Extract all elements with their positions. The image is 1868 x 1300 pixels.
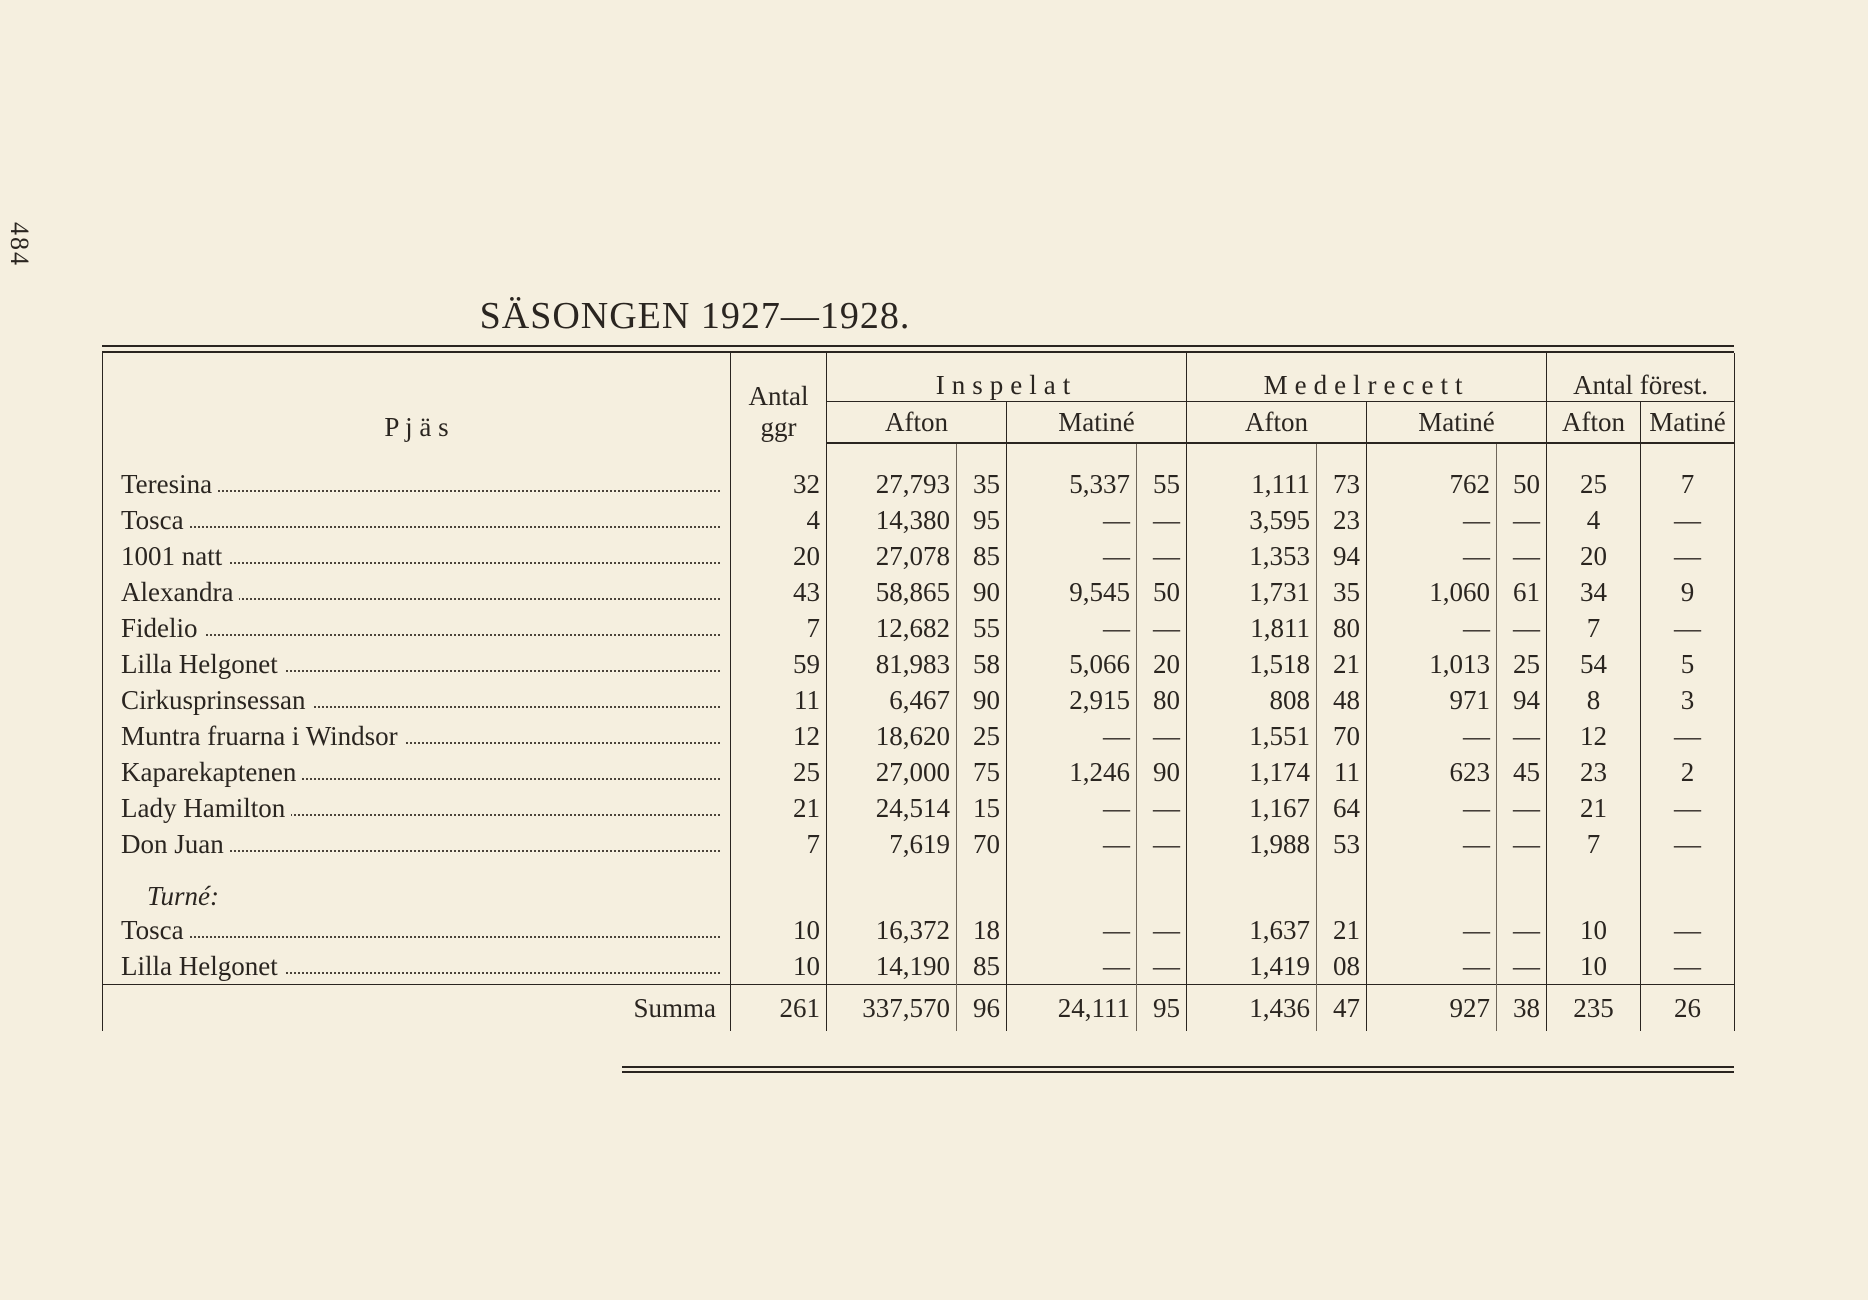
cell-insp-matine-ore: —	[1137, 948, 1187, 985]
cell-insp-afton-ore: 95	[957, 502, 1007, 538]
cell-insp-afton-kr: 27,078	[827, 538, 957, 574]
cell-med-matine-kr: 1,060	[1367, 574, 1497, 610]
cell-forest-afton: 10	[1547, 948, 1641, 985]
cell-insp-matine-ore: —	[1137, 718, 1187, 754]
bottom-double-rule	[622, 1066, 1734, 1073]
cell-med-afton-kr: 1,637	[1187, 912, 1317, 948]
cell-insp-matine-kr: 5,337	[1007, 466, 1137, 502]
cell-insp-afton-ore: 25	[957, 718, 1007, 754]
cell-med-matine-kr: —	[1367, 610, 1497, 646]
cell-insp-afton-ore: 96	[957, 985, 1007, 1032]
table-row	[103, 948, 1735, 985]
cell-insp-matine-kr: 9,545	[1007, 574, 1137, 610]
cell-med-matine-ore: —	[1497, 538, 1547, 574]
cell-insp-matine-kr: —	[1007, 538, 1137, 574]
turne-label-row	[103, 862, 1735, 912]
cell-med-matine-kr: 927	[1367, 985, 1497, 1032]
row-name-cell	[103, 948, 731, 985]
cell-med-matine-ore: 38	[1497, 985, 1547, 1032]
cell-insp-matine-ore: 50	[1137, 574, 1187, 610]
table-row	[103, 538, 1735, 574]
cell-insp-afton-kr: 14,190	[827, 948, 957, 985]
cell-insp-afton-kr: 16,372	[827, 912, 957, 948]
row-name-cell	[103, 790, 731, 826]
cell-insp-afton-kr: 7,619	[827, 826, 957, 862]
table-row	[103, 790, 1735, 826]
cell-insp-matine-ore: 55	[1137, 466, 1187, 502]
cell-insp-matine-ore: —	[1137, 502, 1187, 538]
row-name: Cirkusprinsessan	[121, 685, 312, 715]
cell-forest-afton: 54	[1547, 646, 1641, 682]
cell-med-afton-kr: 1,811	[1187, 610, 1317, 646]
row-name: 1001 natt	[121, 541, 228, 571]
cell-insp-afton-ore: 90	[957, 682, 1007, 718]
header-pjas: P j ä s	[103, 353, 731, 443]
header-medel-afton: Afton	[1187, 402, 1367, 444]
cell-antal: 10	[731, 912, 827, 948]
table-row	[103, 718, 1735, 754]
cell-forest-afton: 21	[1547, 790, 1641, 826]
cell-med-matine-kr: 623	[1367, 754, 1497, 790]
cell-med-matine-kr: 971	[1367, 682, 1497, 718]
sum-row	[103, 985, 1735, 1032]
cell-med-matine-ore: 94	[1497, 682, 1547, 718]
cell-insp-matine-ore: 80	[1137, 682, 1187, 718]
cell-med-afton-ore: 70	[1317, 718, 1367, 754]
spacer-row	[103, 443, 1735, 466]
cell-forest-matine: —	[1641, 502, 1735, 538]
cell-insp-afton-ore: 90	[957, 574, 1007, 610]
cell-insp-matine-ore: —	[1137, 610, 1187, 646]
row-name: Don Juan	[121, 829, 230, 859]
cell-forest-afton: 7	[1547, 610, 1641, 646]
cell-forest-afton: 12	[1547, 718, 1641, 754]
cell-med-matine-kr: 762	[1367, 466, 1497, 502]
table-row	[103, 646, 1735, 682]
top-double-rule	[102, 345, 1734, 353]
cell-med-afton-kr: 808	[1187, 682, 1317, 718]
cell-insp-afton-kr: 14,380	[827, 502, 957, 538]
cell-insp-afton-kr: 58,865	[827, 574, 957, 610]
cell-insp-afton-ore: 58	[957, 646, 1007, 682]
cell-med-afton-kr: 1,731	[1187, 574, 1317, 610]
row-name: Fidelio	[121, 613, 204, 643]
row-name-cell	[103, 912, 731, 948]
cell-antal: 4	[731, 502, 827, 538]
cell-insp-afton-kr: 27,793	[827, 466, 957, 502]
header-inspelat: Inspelat	[827, 353, 1187, 402]
cell-antal: 10	[731, 948, 827, 985]
cell-forest-matine: —	[1641, 610, 1735, 646]
row-name-cell	[103, 610, 731, 646]
turne-label: Turné:	[103, 862, 731, 912]
cell-insp-afton-ore: 85	[957, 538, 1007, 574]
cell-insp-matine-kr: —	[1007, 718, 1137, 754]
cell-insp-matine-kr: 5,066	[1007, 646, 1137, 682]
cell-antal: 21	[731, 790, 827, 826]
empty-cell	[957, 862, 1007, 912]
cell-antal: 25	[731, 754, 827, 790]
row-name: Kaparekaptenen	[121, 757, 302, 787]
table-row	[103, 574, 1735, 610]
cell-forest-matine: —	[1641, 538, 1735, 574]
cell-forest-afton: 7	[1547, 826, 1641, 862]
cell-med-afton-kr: 1,174	[1187, 754, 1317, 790]
cell-insp-afton-kr: 24,514	[827, 790, 957, 826]
empty-cell	[1137, 862, 1187, 912]
empty-cell	[1497, 862, 1547, 912]
cell-forest-afton: 23	[1547, 754, 1641, 790]
cell-med-matine-ore: —	[1497, 948, 1547, 985]
cell-insp-matine-kr: —	[1007, 948, 1137, 985]
cell-antal: 261	[731, 985, 827, 1032]
row-name: Alexandra	[121, 577, 239, 607]
cell-med-matine-ore: 45	[1497, 754, 1547, 790]
header-medelrecett: Medelrecett	[1187, 353, 1547, 402]
cell-med-afton-kr: 1,436	[1187, 985, 1317, 1032]
cell-forest-matine: —	[1641, 948, 1735, 985]
cell-antal: 43	[731, 574, 827, 610]
table-row	[103, 754, 1735, 790]
cell-insp-matine-ore: 95	[1137, 985, 1187, 1032]
cell-med-matine-kr: —	[1367, 538, 1497, 574]
cell-med-afton-ore: 53	[1317, 826, 1367, 862]
cell-insp-afton-kr: 18,620	[827, 718, 957, 754]
cell-med-afton-ore: 48	[1317, 682, 1367, 718]
cell-antal: 7	[731, 826, 827, 862]
cell-med-afton-ore: 73	[1317, 466, 1367, 502]
cell-med-afton-ore: 08	[1317, 948, 1367, 985]
cell-med-matine-ore: —	[1497, 826, 1547, 862]
header-inspelat-afton: Afton	[827, 402, 1007, 444]
cell-insp-matine-ore: —	[1137, 790, 1187, 826]
cell-insp-matine-kr: —	[1007, 826, 1137, 862]
cell-forest-matine: 5	[1641, 646, 1735, 682]
cell-med-afton-kr: 1,167	[1187, 790, 1317, 826]
season-table-container	[102, 345, 1734, 1031]
table-row	[103, 912, 1735, 948]
cell-med-matine-kr: —	[1367, 790, 1497, 826]
cell-insp-afton-ore: 15	[957, 790, 1007, 826]
header-antal-line2: ggr	[760, 412, 797, 442]
cell-med-afton-kr: 1,419	[1187, 948, 1317, 985]
row-name: Lady Hamilton	[121, 793, 291, 823]
cell-forest-matine: —	[1641, 826, 1735, 862]
empty-cell	[1367, 862, 1497, 912]
header-antal-line1: Antal	[748, 381, 809, 411]
cell-antal: 11	[731, 682, 827, 718]
cell-insp-matine-ore: —	[1137, 912, 1187, 948]
empty-cell	[1641, 862, 1735, 912]
cell-med-afton-kr: 1,111	[1187, 466, 1317, 502]
row-name: Lilla Helgonet	[121, 951, 284, 981]
row-name: Tosca	[121, 915, 190, 945]
cell-insp-matine-kr: 1,246	[1007, 754, 1137, 790]
row-name: Tosca	[121, 505, 190, 535]
cell-med-afton-ore: 94	[1317, 538, 1367, 574]
cell-insp-afton-ore: 55	[957, 610, 1007, 646]
header-forest-afton: Afton	[1547, 402, 1641, 444]
cell-antal: 7	[731, 610, 827, 646]
row-name-cell	[103, 754, 731, 790]
empty-cell	[827, 862, 957, 912]
cell-forest-afton: 25	[1547, 466, 1641, 502]
row-name-cell	[103, 502, 731, 538]
cell-antal: 32	[731, 466, 827, 502]
cell-med-matine-kr: —	[1367, 502, 1497, 538]
cell-insp-matine-kr: —	[1007, 610, 1137, 646]
cell-insp-matine-kr: —	[1007, 502, 1137, 538]
cell-med-afton-ore: 35	[1317, 574, 1367, 610]
cell-antal: 12	[731, 718, 827, 754]
cell-med-matine-ore: 50	[1497, 466, 1547, 502]
row-name-cell	[103, 538, 731, 574]
cell-insp-afton-ore: 35	[957, 466, 1007, 502]
page-title: SÄSONGEN 1927—1928.	[479, 295, 911, 337]
cell-forest-afton: 8	[1547, 682, 1641, 718]
cell-med-matine-ore: —	[1497, 912, 1547, 948]
row-name-cell	[103, 682, 731, 718]
row-name-cell	[103, 826, 731, 862]
cell-insp-afton-ore: 75	[957, 754, 1007, 790]
cell-forest-afton: 235	[1547, 985, 1641, 1032]
cell-med-matine-ore: —	[1497, 790, 1547, 826]
empty-cell	[1007, 862, 1137, 912]
cell-insp-matine-kr: 24,111	[1007, 985, 1137, 1032]
table-row	[103, 682, 1735, 718]
season-table	[102, 353, 1735, 1031]
sum-label: Summa	[103, 985, 731, 1032]
row-name-cell	[103, 574, 731, 610]
page-number: 484	[5, 222, 34, 267]
cell-antal: 59	[731, 646, 827, 682]
cell-med-afton-ore: 47	[1317, 985, 1367, 1032]
row-name-cell	[103, 646, 731, 682]
cell-forest-matine: 9	[1641, 574, 1735, 610]
row-name: Teresina	[121, 469, 218, 499]
cell-insp-afton-ore: 18	[957, 912, 1007, 948]
cell-forest-afton: 10	[1547, 912, 1641, 948]
table-row	[103, 502, 1735, 538]
cell-med-afton-ore: 21	[1317, 646, 1367, 682]
cell-med-matine-kr: —	[1367, 912, 1497, 948]
cell-insp-afton-ore: 70	[957, 826, 1007, 862]
header-forest-matine: Matiné	[1641, 402, 1735, 444]
row-name-cell	[103, 466, 731, 502]
cell-med-matine-ore: 25	[1497, 646, 1547, 682]
cell-med-afton-ore: 21	[1317, 912, 1367, 948]
cell-med-afton-kr: 1,551	[1187, 718, 1317, 754]
cell-insp-afton-kr: 27,000	[827, 754, 957, 790]
cell-forest-matine: —	[1641, 790, 1735, 826]
empty-cell	[1547, 862, 1641, 912]
cell-insp-afton-ore: 85	[957, 948, 1007, 985]
cell-forest-matine: 7	[1641, 466, 1735, 502]
cell-med-afton-kr: 3,595	[1187, 502, 1317, 538]
cell-antal: 20	[731, 538, 827, 574]
cell-med-matine-ore: —	[1497, 610, 1547, 646]
cell-insp-afton-kr: 337,570	[827, 985, 957, 1032]
row-name: Lilla Helgonet	[121, 649, 284, 679]
cell-insp-matine-kr: 2,915	[1007, 682, 1137, 718]
cell-med-afton-ore: 64	[1317, 790, 1367, 826]
header-medel-matine: Matiné	[1367, 402, 1547, 444]
row-name: Muntra fruarna i Windsor	[121, 721, 404, 751]
cell-med-afton-ore: 23	[1317, 502, 1367, 538]
cell-med-matine-kr: —	[1367, 948, 1497, 985]
cell-forest-afton: 4	[1547, 502, 1641, 538]
empty-cell	[1187, 862, 1317, 912]
cell-forest-afton: 34	[1547, 574, 1641, 610]
cell-forest-matine: 3	[1641, 682, 1735, 718]
cell-insp-afton-kr: 12,682	[827, 610, 957, 646]
cell-insp-matine-ore: 90	[1137, 754, 1187, 790]
cell-insp-matine-ore: —	[1137, 826, 1187, 862]
cell-forest-matine: —	[1641, 912, 1735, 948]
cell-med-afton-ore: 80	[1317, 610, 1367, 646]
cell-insp-afton-kr: 81,983	[827, 646, 957, 682]
cell-med-afton-kr: 1,518	[1187, 646, 1317, 682]
header-antal-forest: Antal förest.	[1547, 353, 1735, 402]
cell-med-matine-ore: —	[1497, 718, 1547, 754]
cell-med-matine-ore: 61	[1497, 574, 1547, 610]
header-antal-ggr	[731, 353, 827, 443]
cell-med-afton-kr: 1,353	[1187, 538, 1317, 574]
cell-med-matine-kr: 1,013	[1367, 646, 1497, 682]
cell-insp-afton-kr: 6,467	[827, 682, 957, 718]
cell-med-matine-kr: —	[1367, 718, 1497, 754]
cell-insp-matine-ore: —	[1137, 538, 1187, 574]
cell-med-afton-ore: 11	[1317, 754, 1367, 790]
empty-cell	[731, 862, 827, 912]
cell-forest-matine: 2	[1641, 754, 1735, 790]
cell-insp-matine-kr: —	[1007, 912, 1137, 948]
row-name-cell	[103, 718, 731, 754]
table-body	[103, 443, 1735, 1031]
cell-med-matine-kr: —	[1367, 826, 1497, 862]
table-row	[103, 466, 1735, 502]
cell-forest-afton: 20	[1547, 538, 1641, 574]
empty-cell	[1317, 862, 1367, 912]
cell-forest-matine: 26	[1641, 985, 1735, 1032]
cell-insp-matine-kr: —	[1007, 790, 1137, 826]
header-inspelat-matine: Matiné	[1007, 402, 1187, 444]
cell-med-afton-kr: 1,988	[1187, 826, 1317, 862]
cell-med-matine-ore: —	[1497, 502, 1547, 538]
cell-insp-matine-ore: 20	[1137, 646, 1187, 682]
table-row	[103, 610, 1735, 646]
cell-forest-matine: —	[1641, 718, 1735, 754]
table-row	[103, 826, 1735, 862]
